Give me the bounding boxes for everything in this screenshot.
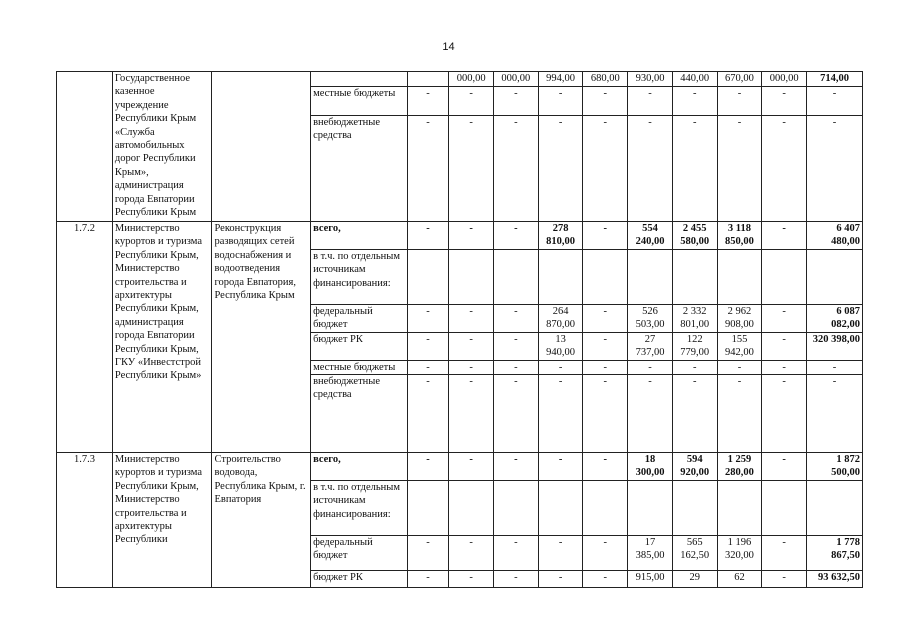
value-cell — [628, 481, 673, 536]
value-cell: - — [583, 453, 628, 481]
value-cell: - — [672, 360, 717, 374]
total-cell — [807, 249, 863, 304]
value-cell: - — [762, 87, 807, 116]
value-cell — [717, 481, 762, 536]
value-cell: - — [494, 304, 539, 332]
value-cell: - — [538, 453, 583, 481]
value-cell: - — [717, 360, 762, 374]
value-cell: - — [762, 332, 807, 360]
source-label: бюджет РК — [311, 571, 408, 588]
value-cell — [672, 481, 717, 536]
value-cell: - — [449, 116, 494, 222]
value-cell: - — [583, 87, 628, 116]
value-cell: - — [449, 304, 494, 332]
value-cell: 000,00 — [494, 72, 539, 87]
value-cell — [762, 249, 807, 304]
value-cell: - — [762, 116, 807, 222]
action-cell: Реконструкция разводящих сетей водоснабжения и водоотведения города Евпатория, Республика Крым — [212, 222, 311, 453]
org-cell: Государственное казенное учреждение Республики Крым «Служба автомобильных дорог Республики Крым», администрация города Евпатории Республики Крым — [112, 72, 212, 222]
value-cell: 526 503,00 — [628, 304, 673, 332]
value-cell: - — [762, 360, 807, 374]
value-cell: 3 118 850,00 — [717, 222, 762, 250]
value-cell: - — [762, 304, 807, 332]
total-cell: - — [807, 360, 863, 374]
org-cell: Министерство курортов и туризма Республики Крым, Министерство строительства и архитектуры Республики Крым, администрация города Евпатории Республики Крым, ГКУ «Инвестстрой Республики Крым» — [112, 222, 212, 453]
action-cell — [212, 72, 311, 222]
value-cell: - — [449, 571, 494, 588]
value-cell: - — [538, 536, 583, 571]
value-cell: 440,00 — [672, 72, 717, 87]
value-cell: - — [407, 304, 449, 332]
value-cell: - — [449, 222, 494, 250]
value-cell: 680,00 — [583, 72, 628, 87]
source-label: в т.ч. по отдельным источникам финансирования: — [311, 249, 408, 304]
value-cell: - — [407, 571, 449, 588]
value-cell: - — [449, 332, 494, 360]
funding-table — [56, 71, 863, 588]
value-cell: - — [717, 375, 762, 453]
value-cell: - — [583, 571, 628, 588]
source-label: федеральный бюджет — [311, 304, 408, 332]
value-cell: - — [762, 571, 807, 588]
value-cell — [494, 481, 539, 536]
value-cell: 278 810,00 — [538, 222, 583, 250]
value-cell: - — [494, 332, 539, 360]
value-cell: - — [538, 360, 583, 374]
source-label: местные бюджеты — [311, 87, 408, 116]
value-cell — [583, 481, 628, 536]
value-cell: 930,00 — [628, 72, 673, 87]
value-cell: - — [762, 222, 807, 250]
value-cell: 264 870,00 — [538, 304, 583, 332]
value-cell: - — [449, 87, 494, 116]
value-cell: - — [449, 536, 494, 571]
value-cell: - — [762, 536, 807, 571]
value-cell: 670,00 — [717, 72, 762, 87]
value-cell: - — [494, 571, 539, 588]
table-row — [57, 72, 863, 87]
value-cell: 18 300,00 — [628, 453, 673, 481]
value-cell: - — [494, 222, 539, 250]
value-cell — [717, 249, 762, 304]
value-cell: 000,00 — [449, 72, 494, 87]
value-cell: - — [407, 87, 449, 116]
value-cell: 000,00 — [762, 72, 807, 87]
org-cell: Министерство курортов и туризма Республики Крым, Министерство строительства и архитектуры Республики — [112, 453, 212, 588]
source-label: в т.ч. по отдельным источникам финансирования: — [311, 481, 408, 536]
item-number-cell: 1.7.2 — [57, 222, 113, 453]
source-label: бюджет РК — [311, 332, 408, 360]
value-cell: - — [407, 332, 449, 360]
value-cell: - — [583, 332, 628, 360]
action-cell: Строительство водовода, Республика Крым, г. Евпатория — [212, 453, 311, 588]
value-cell: 122 779,00 — [672, 332, 717, 360]
value-cell: - — [494, 453, 539, 481]
total-cell: 1 778 867,50 — [807, 536, 863, 571]
total-cell: - — [807, 116, 863, 222]
value-cell: 565 162,50 — [672, 536, 717, 571]
value-cell — [583, 249, 628, 304]
value-cell: 594 920,00 — [672, 453, 717, 481]
value-cell: - — [762, 375, 807, 453]
value-cell: - — [449, 360, 494, 374]
value-cell: - — [407, 536, 449, 571]
value-cell — [449, 249, 494, 304]
value-cell: - — [538, 375, 583, 453]
source-label: внебюджетные средства — [311, 116, 408, 222]
value-cell — [407, 249, 449, 304]
value-cell: - — [717, 87, 762, 116]
value-cell: - — [762, 453, 807, 481]
value-cell: - — [672, 375, 717, 453]
total-cell: 714,00 — [807, 72, 863, 87]
value-cell: - — [494, 116, 539, 222]
value-cell: - — [407, 360, 449, 374]
item-number-cell — [57, 72, 113, 222]
value-cell: - — [449, 375, 494, 453]
value-cell: 62 — [717, 571, 762, 588]
value-cell — [538, 481, 583, 536]
value-cell: 29 — [672, 571, 717, 588]
value-cell: - — [494, 375, 539, 453]
value-cell: - — [538, 116, 583, 222]
page-number: 14 — [442, 41, 455, 53]
value-cell: 17 385,00 — [628, 536, 673, 571]
value-cell: 2 332 801,00 — [672, 304, 717, 332]
source-label: всего, — [311, 453, 408, 481]
total-cell: 6 407 480,00 — [807, 222, 863, 250]
total-cell: 6 087 082,00 — [807, 304, 863, 332]
value-cell: 155 942,00 — [717, 332, 762, 360]
value-cell: - — [407, 375, 449, 453]
value-cell: - — [407, 116, 449, 222]
value-cell: 554 240,00 — [628, 222, 673, 250]
value-cell: - — [672, 87, 717, 116]
table-row — [57, 222, 863, 250]
value-cell — [628, 249, 673, 304]
value-cell: - — [583, 375, 628, 453]
total-cell: 93 632,50 — [807, 571, 863, 588]
value-cell: 915,00 — [628, 571, 673, 588]
value-cell: - — [449, 453, 494, 481]
value-cell: - — [407, 453, 449, 481]
value-cell: - — [494, 87, 539, 116]
total-cell: 1 872 500,00 — [807, 453, 863, 481]
value-cell: - — [583, 304, 628, 332]
value-cell: - — [538, 87, 583, 116]
value-cell: 13 940,00 — [538, 332, 583, 360]
value-cell: - — [672, 116, 717, 222]
source-label: местные бюджеты — [311, 360, 408, 374]
value-cell: 1 259 280,00 — [717, 453, 762, 481]
total-cell: 320 398,00 — [807, 332, 863, 360]
source-label: всего, — [311, 222, 408, 250]
source-label: федеральный бюджет — [311, 536, 408, 571]
value-cell: - — [494, 536, 539, 571]
source-label — [311, 72, 408, 87]
value-cell — [407, 481, 449, 536]
value-cell: 994,00 — [538, 72, 583, 87]
value-cell — [538, 249, 583, 304]
value-cell — [672, 249, 717, 304]
value-cell — [449, 481, 494, 536]
value-cell — [494, 249, 539, 304]
value-cell: - — [628, 87, 673, 116]
item-number-cell: 1.7.3 — [57, 453, 113, 588]
value-cell: 27 737,00 — [628, 332, 673, 360]
total-cell: - — [807, 87, 863, 116]
total-cell — [807, 481, 863, 536]
total-cell: - — [807, 375, 863, 453]
value-cell: - — [583, 116, 628, 222]
value-cell: - — [494, 360, 539, 374]
source-label: внебюджетные средства — [311, 375, 408, 453]
value-cell — [762, 481, 807, 536]
value-cell: - — [628, 375, 673, 453]
value-cell: - — [583, 536, 628, 571]
value-cell: 2 962 908,00 — [717, 304, 762, 332]
value-cell: - — [583, 222, 628, 250]
value-cell: - — [628, 360, 673, 374]
value-cell: - — [583, 360, 628, 374]
value-cell: - — [538, 571, 583, 588]
value-cell: - — [717, 116, 762, 222]
table-row — [57, 453, 863, 481]
value-cell: 1 196 320,00 — [717, 536, 762, 571]
value-cell: - — [628, 116, 673, 222]
value-cell — [407, 72, 449, 87]
value-cell: - — [407, 222, 449, 250]
value-cell: 2 455 580,00 — [672, 222, 717, 250]
